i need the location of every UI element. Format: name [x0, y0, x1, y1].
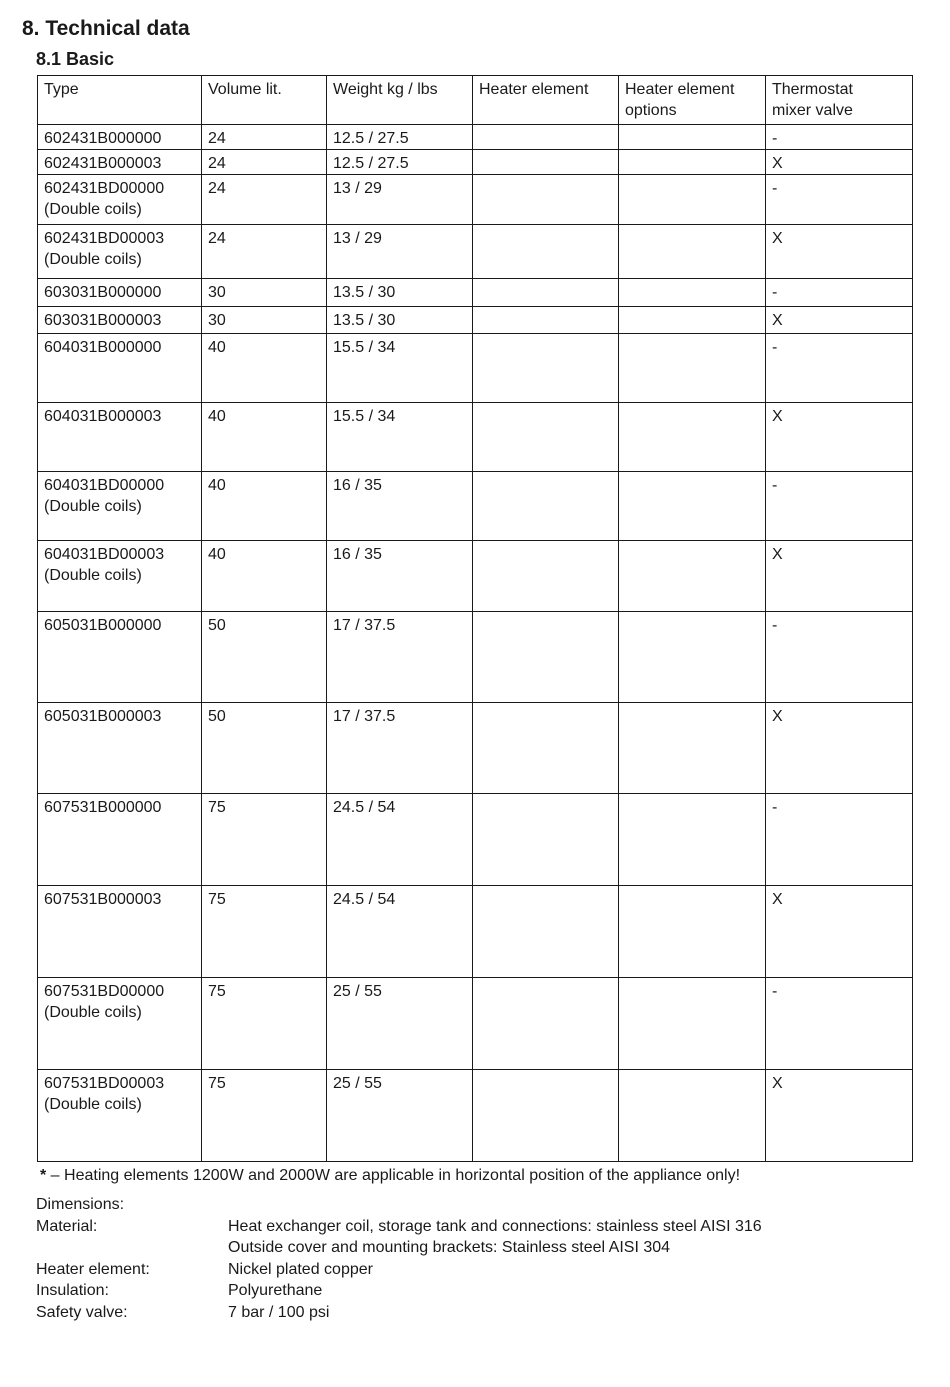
column-header-line: Heater element: [479, 81, 589, 98]
heater-element-cell: [473, 279, 619, 307]
footnote-text: – Heating elements 1200W and 2000W are applicable in horizontal position of the appliance only!: [46, 1167, 741, 1184]
spec-values: [228, 1280, 916, 1302]
spec-row: [36, 1280, 916, 1302]
type-line: (Double coils): [44, 567, 142, 584]
weight-cell: 12.5 / 27.5: [327, 150, 473, 175]
mixer-valve-cell: -: [766, 794, 913, 886]
heater-options-cell: [619, 334, 766, 403]
heater-element-cell: [473, 175, 619, 225]
heater-options-cell: [619, 886, 766, 978]
column-header-volume: [202, 76, 327, 125]
heater-element-cell: [473, 612, 619, 703]
volume-cell: 40: [202, 541, 327, 612]
heater-options-cell: [619, 175, 766, 225]
type-line: 602431BD00003: [44, 230, 165, 247]
heater-options-cell: [619, 541, 766, 612]
heater-element-cell: [473, 541, 619, 612]
mixer-valve-cell: X: [766, 541, 913, 612]
heater-element-cell: [473, 1070, 619, 1162]
weight-cell: 13 / 29: [327, 225, 473, 279]
mixer-valve-cell: X: [766, 307, 913, 334]
heater-options-cell: [619, 125, 766, 150]
table-row: [38, 978, 913, 1070]
mixer-valve-cell: X: [766, 225, 913, 279]
heater-options-cell: [619, 703, 766, 794]
volume-cell: 75: [202, 886, 327, 978]
mixer-valve-cell: -: [766, 279, 913, 307]
weight-cell: 12.5 / 27.5: [327, 125, 473, 150]
heater-element-cell: [473, 886, 619, 978]
spec-value: Polyurethane: [228, 1282, 323, 1299]
type-cell: [38, 334, 202, 403]
type-line: 603031B000000: [44, 284, 162, 301]
spec-row: [36, 1302, 916, 1324]
weight-cell: 15.5 / 34: [327, 403, 473, 472]
volume-cell: 75: [202, 1070, 327, 1162]
weight-cell: 25 / 55: [327, 978, 473, 1070]
heater-element-cell: [473, 225, 619, 279]
mixer-valve-cell: X: [766, 1070, 913, 1162]
weight-cell: 17 / 37.5: [327, 703, 473, 794]
table-row: [38, 403, 913, 472]
spec-value: Nickel plated copper: [228, 1260, 373, 1278]
heater-element-cell: [473, 125, 619, 150]
column-header-line: Thermostat: [772, 81, 853, 98]
footnote: [40, 1167, 740, 1185]
mixer-valve-cell: -: [766, 125, 913, 150]
volume-cell: 40: [202, 334, 327, 403]
column-header-line: Volume lit.: [208, 81, 282, 98]
type-cell: [38, 125, 202, 150]
table-row: [38, 703, 913, 794]
heater-element-cell: [473, 794, 619, 886]
type-cell: [38, 225, 202, 279]
type-line: 602431BD00000: [44, 180, 165, 197]
type-line: 602431B000003: [44, 155, 162, 172]
heater-element-cell: [473, 403, 619, 472]
heater-element-cell: [473, 150, 619, 175]
table-row: [38, 886, 913, 978]
volume-cell: 50: [202, 703, 327, 794]
type-line: 607531B000000: [44, 799, 162, 816]
table-row: [38, 794, 913, 886]
technical-data-table: [37, 75, 913, 1162]
mixer-valve-cell: X: [766, 150, 913, 175]
type-cell: [38, 612, 202, 703]
mixer-valve-cell: -: [766, 612, 913, 703]
spec-values: [228, 1302, 916, 1324]
type-cell: [38, 794, 202, 886]
type-line: 607531B000003: [44, 891, 162, 908]
table-header-row: [38, 76, 913, 125]
type-line: 607531BD00003: [44, 1075, 165, 1092]
table-row: [38, 175, 913, 225]
table-row: [38, 307, 913, 334]
type-line: 604031BD00003: [44, 546, 165, 563]
volume-cell: 24: [202, 125, 327, 150]
type-line: 602431B000000: [44, 130, 162, 147]
heater-options-cell: [619, 279, 766, 307]
mixer-valve-cell: -: [766, 175, 913, 225]
volume-cell: 24: [202, 150, 327, 175]
column-header-type: [38, 76, 202, 125]
weight-cell: 17 / 37.5: [327, 612, 473, 703]
table-row: [38, 225, 913, 279]
volume-cell: 40: [202, 403, 327, 472]
mixer-valve-cell: -: [766, 334, 913, 403]
table-row: [38, 334, 913, 403]
type-line: 607531BD00000: [44, 983, 165, 1000]
column-header-line: Weight kg / lbs: [333, 81, 438, 98]
volume-cell: 24: [202, 225, 327, 279]
mixer-valve-cell: -: [766, 978, 913, 1070]
volume-cell: 75: [202, 794, 327, 886]
type-line: 604031B000000: [44, 339, 162, 356]
table-row: [38, 612, 913, 703]
column-header-thermostat-mixer-valve: [766, 76, 913, 125]
table-row: [38, 541, 913, 612]
heater-options-cell: [619, 472, 766, 541]
spec-label: Heater element:: [36, 1260, 150, 1278]
heater-options-cell: [619, 612, 766, 703]
type-line: 603031B000003: [44, 312, 162, 329]
type-cell: [38, 886, 202, 978]
heater-options-cell: [619, 1070, 766, 1162]
column-header-line: Type: [44, 81, 79, 98]
type-line: 604031B000003: [44, 408, 162, 425]
heater-options-cell: [619, 150, 766, 175]
type-line: (Double coils): [44, 201, 142, 218]
heater-options-cell: [619, 978, 766, 1070]
heater-element-cell: [473, 978, 619, 1070]
table-row: [38, 279, 913, 307]
heater-element-cell: [473, 703, 619, 794]
table-row: [38, 1070, 913, 1162]
heater-options-cell: [619, 307, 766, 334]
column-header-weight: [327, 76, 473, 125]
type-cell: [38, 703, 202, 794]
mixer-valve-cell: -: [766, 472, 913, 541]
type-cell: [38, 541, 202, 612]
volume-cell: 40: [202, 472, 327, 541]
spec-row: [36, 1216, 916, 1259]
column-header-line: mixer valve: [772, 102, 853, 119]
spec-values: [228, 1259, 916, 1281]
weight-cell: 16 / 35: [327, 541, 473, 612]
volume-cell: 30: [202, 307, 327, 334]
spec-label: Dimensions:: [36, 1196, 125, 1213]
weight-cell: 24.5 / 54: [327, 886, 473, 978]
type-line: (Double coils): [44, 498, 142, 515]
spec-label: Material:: [36, 1217, 98, 1235]
type-cell: [38, 403, 202, 472]
spec-values: [228, 1194, 916, 1216]
type-line: (Double coils): [44, 251, 142, 268]
volume-cell: 75: [202, 978, 327, 1070]
type-line: (Double coils): [44, 1004, 142, 1021]
weight-cell: 13 / 29: [327, 175, 473, 225]
specifications-list: [36, 1194, 916, 1323]
heater-element-cell: [473, 334, 619, 403]
column-header-line: options: [625, 102, 677, 119]
type-cell: [38, 307, 202, 334]
mixer-valve-cell: X: [766, 403, 913, 472]
weight-cell: 16 / 35: [327, 472, 473, 541]
type-cell: [38, 472, 202, 541]
type-cell: [38, 279, 202, 307]
spec-label: Insulation:: [36, 1282, 109, 1299]
mixer-valve-cell: X: [766, 703, 913, 794]
heater-options-cell: [619, 794, 766, 886]
heater-element-cell: [473, 472, 619, 541]
weight-cell: 13.5 / 30: [327, 307, 473, 334]
weight-cell: 13.5 / 30: [327, 279, 473, 307]
table-row: [38, 150, 913, 175]
page-title: 8. Technical data: [22, 17, 190, 40]
type-cell: [38, 1070, 202, 1162]
column-header-line: Heater element: [625, 81, 735, 98]
spec-label: Safety valve:: [36, 1303, 128, 1321]
spec-value: Heat exchanger coil, storage tank and connections: stainless steel AISI 316: [228, 1217, 762, 1235]
type-line: 605031B000003: [44, 708, 162, 725]
footnote-marker: *: [40, 1167, 47, 1184]
heater-element-cell: [473, 307, 619, 334]
spec-values: [228, 1216, 916, 1259]
table-row: [38, 472, 913, 541]
type-line: 605031B000000: [44, 617, 162, 634]
type-line: (Double coils): [44, 1096, 142, 1113]
spec-value: Outside cover and mounting brackets: Stainless steel AISI 304: [228, 1239, 671, 1256]
volume-cell: 24: [202, 175, 327, 225]
type-cell: [38, 150, 202, 175]
mixer-valve-cell: X: [766, 886, 913, 978]
weight-cell: 15.5 / 34: [327, 334, 473, 403]
volume-cell: 50: [202, 612, 327, 703]
weight-cell: 24.5 / 54: [327, 794, 473, 886]
section-title: 8.1 Basic: [36, 49, 115, 69]
heater-options-cell: [619, 225, 766, 279]
volume-cell: 30: [202, 279, 327, 307]
type-line: 604031BD00000: [44, 477, 165, 494]
spec-value: 7 bar / 100 psi: [228, 1303, 330, 1321]
weight-cell: 25 / 55: [327, 1070, 473, 1162]
column-header-heater-element-options: [619, 76, 766, 125]
spec-row: [36, 1194, 916, 1216]
type-cell: [38, 978, 202, 1070]
column-header-heater-element: [473, 76, 619, 125]
heater-options-cell: [619, 403, 766, 472]
table-row: [38, 125, 913, 150]
spec-row: [36, 1259, 916, 1281]
type-cell: [38, 175, 202, 225]
